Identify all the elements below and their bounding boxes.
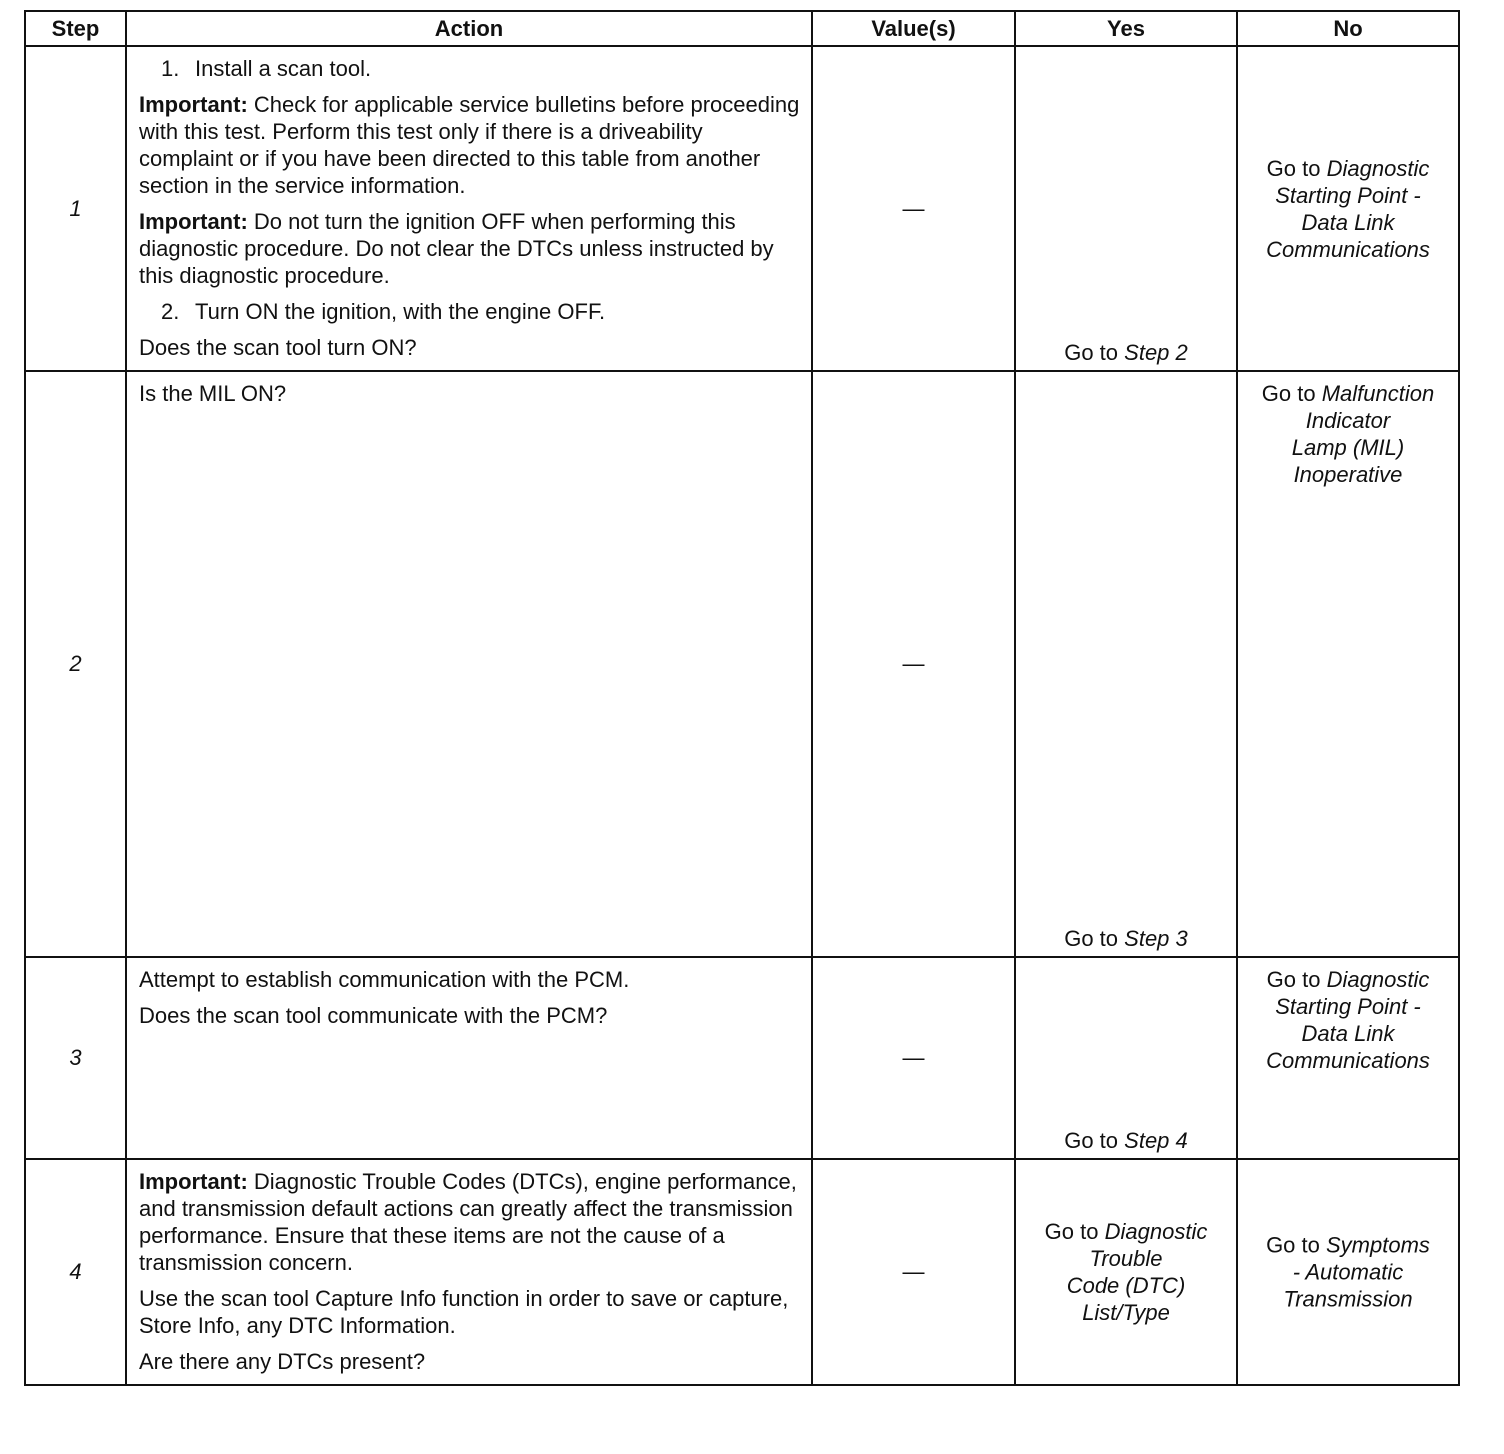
action-item: 2. Turn ON the ignition, with the engine OFF. [161,299,606,324]
table-row-step-2 [25,371,1459,957]
yes-cell: Go to Step 2 [1015,46,1237,371]
header-values: Value(s) [812,11,1015,46]
yes-cell: Go to Step 3 [1015,371,1237,957]
no-ref-link[interactable]: Go to Diagnostic Starting Point - Data Link Communications [1266,155,1430,262]
header-action: Action [126,11,812,46]
step-number: 2 [25,371,126,957]
header-row [25,11,1459,46]
no-ref-link[interactable]: Go to Diagnostic Starting Point - Data Link Communications [1266,967,1430,1073]
yes-cell [1015,1159,1237,1385]
action-question: Does the scan tool turn ON? [139,335,417,360]
header-yes: Yes [1015,11,1237,46]
value-cell: — [812,371,1015,957]
step-number: 3 [25,957,126,1159]
action-question: Are there any DTCs present? [139,1349,426,1374]
important-note: Important: Do not turn the ignition OFF when performing this diagnostic procedure. Do not clear the DTCs unless instructed by this diagnostic procedure. [139,209,774,288]
no-cell [1237,957,1459,1159]
no-cell [1237,1159,1459,1385]
important-note: Important: Check for applicable service bulletins before proceeding with this test. Perform this test only if there is a driveability complaint or if you have been directed to this table from another section in the service information. [139,92,800,198]
yes-ref-link[interactable]: Step 3 [1124,926,1188,951]
action-question: Is the MIL ON? [139,381,287,406]
value-cell: — [812,1159,1015,1385]
action-cell [126,371,812,957]
no-ref-link[interactable]: Go to Symptoms - Automatic Transmission [1266,1232,1430,1312]
action-cell [126,1159,812,1385]
no-cell [1237,46,1459,371]
diagnostic-table [24,10,1460,1386]
yes-ref-link[interactable]: Step 4 [1124,1128,1188,1153]
value-cell: — [812,46,1015,371]
table-row-step-1 [25,46,1459,371]
action-cell [126,957,812,1159]
yes-ref-link[interactable]: Step 2 [1124,340,1188,365]
important-note: Important: Diagnostic Trouble Codes (DTCs), engine performance, and transmission default actions can greatly affect the transmission performance. Ensure that these items are not the cause of a transmission concern. [139,1169,797,1275]
step-number: 4 [25,1159,126,1385]
table-row-step-4 [25,1159,1459,1385]
action-item: 1. Install a scan tool. [161,56,372,81]
yes-ref-link[interactable]: Go to Diagnostic Trouble Code (DTC) List/Type [1044,1219,1208,1325]
value-cell: — [812,957,1015,1159]
action-line: Attempt to establish communication with the PCM. [139,967,630,992]
action-question: Does the scan tool communicate with the PCM? [139,1003,608,1028]
yes-cell: Go to Step 4 [1015,957,1237,1159]
header-no: No [1237,11,1459,46]
no-ref-link[interactable]: Go to Malfunction Indicator Lamp (MIL) Inoperative [1261,381,1435,487]
action-cell [126,46,812,371]
step-number: 1 [25,46,126,371]
table-row-step-3 [25,957,1459,1159]
action-line: Use the scan tool Capture Info function in order to save or capture, Store Info, any DTC Information. [139,1286,789,1338]
no-cell [1237,371,1459,957]
header-step: Step [25,11,126,46]
